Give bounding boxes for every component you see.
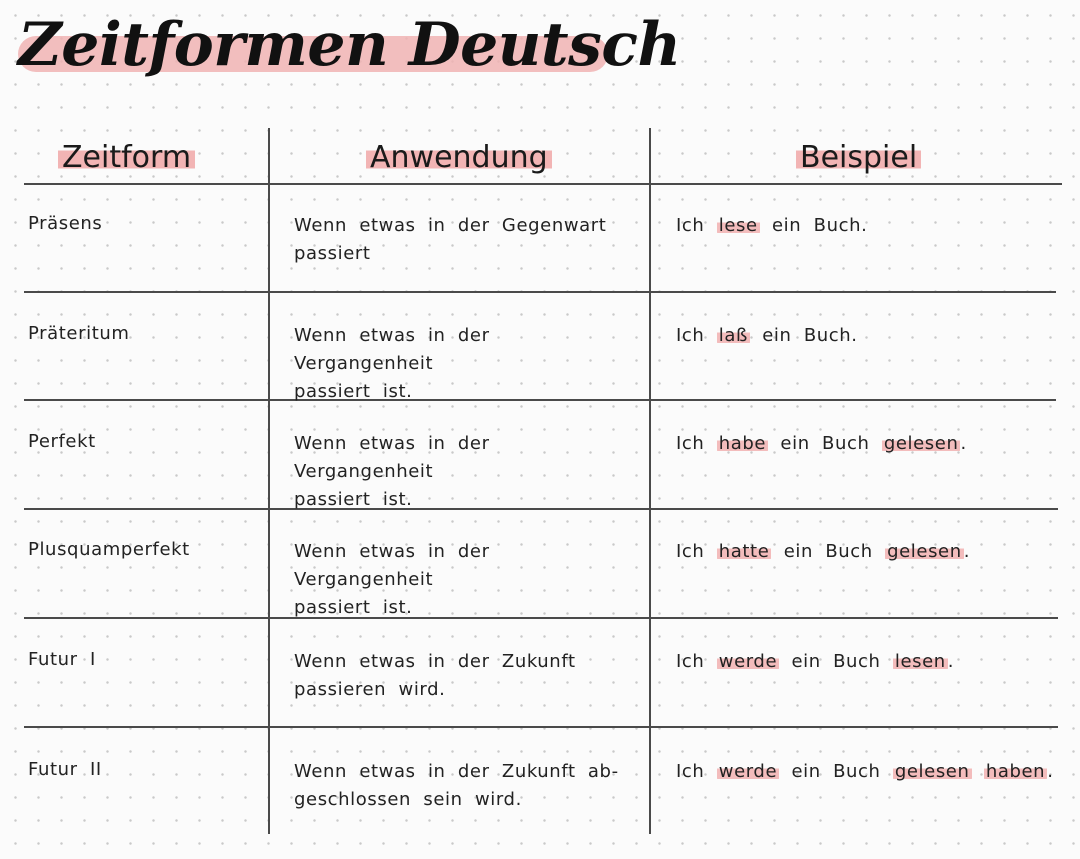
verb-highlight: lesen [894,651,946,672]
verb-highlight: werde [718,761,778,782]
row-divider [24,291,1056,293]
verb-highlight: haben [985,761,1046,782]
column-divider [649,128,651,834]
usage-text: Wenn etwas in der Vergangenheit passiert ist. [294,325,490,402]
header-example: Beispiel [796,135,921,181]
usage-text: Wenn etwas in der Vergangenheit passiert ist. [294,433,490,510]
example-sentence: Ich laß ein Buch. [676,325,858,346]
header-underline [24,183,1062,185]
usage-text: Wenn etwas in der Zukunft passieren wird. [294,651,576,700]
tense-name: Präsens [28,213,103,234]
page-title: Zeitformen Deutsch [18,10,681,80]
header-usage: Anwendung [366,135,552,181]
verb-highlight: gelesen [894,761,970,782]
verb-highlight: lese [718,215,758,236]
example-sentence: Ich werde ein Buch gelesen haben . [676,761,1054,782]
usage-text: Wenn etwas in der Zukunft ab- geschlossen sein wird. [294,761,619,810]
verb-highlight: gelesen [883,433,959,454]
example-sentence: Ich lese ein Buch. [676,215,868,236]
usage-text: Wenn etwas in der Gegenwart passiert [294,215,607,264]
example-sentence: Ich werde ein Buch lesen . [676,651,955,672]
verb-highlight: habe [718,433,767,454]
example-sentence: Ich hatte ein Buch gelesen . [676,541,971,562]
verb-highlight: gelesen [887,541,962,562]
column-divider [268,128,270,834]
header-tense: Zeitform [58,135,195,181]
tense-name: Plusquamperfekt [28,539,190,560]
title-block [18,6,681,92]
verb-highlight: hatte [718,541,770,562]
example-sentence: Ich habe ein Buch gelesen . [676,433,967,454]
verb-highlight: laß [718,325,748,346]
usage-text: Wenn etwas in der Vergangenheit passiert ist. [294,541,490,618]
row-divider [24,726,1058,728]
verb-highlight: werde [718,651,778,672]
tense-name: Präteritum [28,323,130,344]
tense-name: Perfekt [28,431,96,452]
tense-name: Futur II [28,759,102,780]
tense-name: Futur I [28,649,96,670]
